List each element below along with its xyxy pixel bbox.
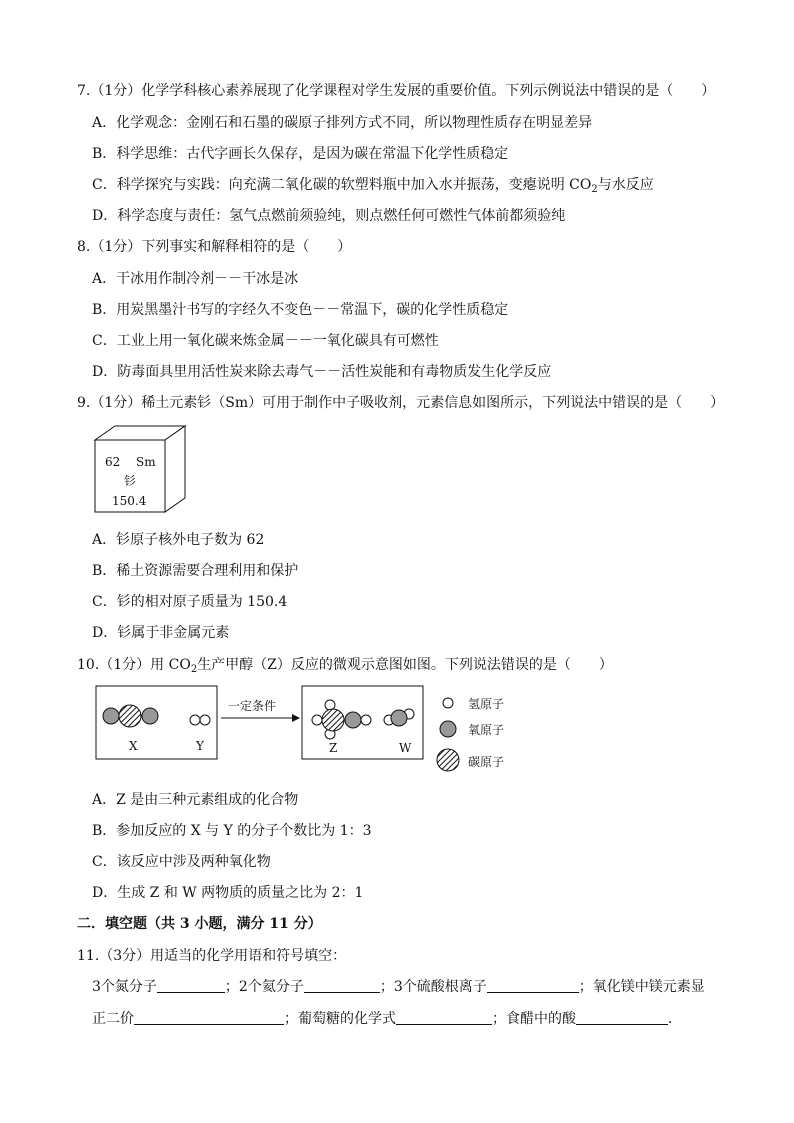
x-oxygen-atom-left [103, 708, 119, 724]
q10-option-c: C．该反应中涉及两种氧化物 [92, 854, 271, 870]
answer-blank-4[interactable] [134, 1010, 284, 1025]
q10-stem-tail: 生产甲醇（Z）反应的微观示意图如图。下列说法错误的是（ ） [197, 657, 613, 673]
x-oxygen-atom-right [142, 708, 158, 724]
q9-option-c: C．钐的相对原子质量为 150.4 [92, 594, 288, 610]
q7-option-b: B．科学思维：古代字画长久保存，是因为碳在常温下化学性质稳定 [92, 146, 509, 162]
answer-blank-1[interactable] [157, 978, 225, 993]
q7-option-c-sub: 2 [591, 184, 598, 195]
q11-part-2: ；2个氦分子 [224, 979, 304, 995]
label-y: Y [196, 739, 204, 753]
arrow-head [292, 714, 300, 722]
z-hydrogen-atom-right [361, 715, 371, 725]
q11-part-5: 正二价 [92, 1011, 134, 1027]
q10-stem-sub: 2 [190, 664, 198, 675]
y-hydrogen-atom-left [190, 715, 200, 725]
q11-stem: 11.（3分）用适当的化学用语和符号填空： [77, 948, 347, 964]
section-heading: 二．填空题（共 3 小题，满分 11 分） [77, 916, 322, 932]
q7-option-c-text: C．科学探究与实践：向充满二氧化碳的软塑料瓶中加入水并振荡，变瘪说明 CO [92, 177, 592, 193]
element-symbol: Sm [136, 455, 156, 469]
answer-blank-2[interactable] [304, 978, 380, 993]
q10-stem [77, 655, 613, 675]
x-carbon-atom [119, 705, 141, 727]
q11-part-1: 3个氮分子 [92, 979, 157, 995]
q7-option-c-tail: 与水反应 [597, 177, 654, 193]
q10-option-a: A．Z 是由三种元素组成的化合物 [92, 792, 299, 808]
legend-hydrogen-label: 氢原子 [468, 697, 505, 711]
q11-line-1 [92, 977, 705, 997]
z-hydrogen-atom-top [325, 700, 335, 710]
z-carbon-atom [322, 709, 344, 731]
y-hydrogen-atom-right [200, 715, 210, 725]
element-mass: 150.4 [112, 494, 147, 508]
q8-stem: 8.（1分）下列事实和解释相符的是（ ） [77, 239, 352, 255]
q10-option-d: D．生成 Z 和 W 两物质的质量之比为 2：1 [92, 885, 364, 901]
element-atomic-number: 62 [105, 455, 121, 469]
label-x: X [129, 739, 138, 753]
q9-option-d: D．钐属于非金属元素 [92, 625, 230, 641]
q8-option-b: B．用炭黑墨汁书写的字经久不变色－－常温下，碳的化学性质稳定 [92, 302, 509, 318]
q10-option-b: B．参加反应的 X 与 Y 的分子个数比为 1：3 [92, 823, 372, 839]
element-name: 钐 [124, 474, 137, 488]
legend-hydrogen-icon [443, 698, 453, 708]
legend-carbon-icon [437, 749, 459, 771]
q9-option-b: B．稀土资源需要合理利用和保护 [92, 563, 299, 579]
q11-part-7: ；食醋中的酸 [492, 1011, 576, 1027]
reaction-condition: 一定条件 [228, 699, 277, 713]
q7-stem: 7.（1分）化学学科核心素养展现了化学课程对学生发展的重要价值。下列示例说法中错误的是（ ） [77, 83, 716, 99]
w-oxygen-atom [391, 710, 407, 726]
z-hydrogen-atom-left [312, 715, 322, 725]
legend-carbon-label: 碳原子 [468, 755, 505, 769]
q11-part-8: ． [668, 1011, 682, 1027]
answer-blank-5[interactable] [396, 1010, 492, 1025]
label-z: Z [329, 741, 338, 755]
element-cube-figure [95, 426, 185, 512]
q9-option-a: A．钐原子核外电子数为 62 [92, 532, 265, 548]
answer-blank-6[interactable] [576, 1010, 668, 1025]
q11-line-2 [92, 1009, 682, 1029]
q8-option-a: A．干冰用作制冷剂－－干冰是冰 [92, 271, 299, 287]
answer-blank-3[interactable] [487, 978, 579, 993]
q11-part-6: ；葡萄糖的化学式 [284, 1011, 396, 1027]
q11-part-4: ；氧化镁中镁元素显 [578, 979, 705, 995]
q7-option-d: D．科学态度与责任：氢气点燃前须验纯，则点燃任何可燃性气体前都须验纯 [92, 208, 566, 224]
q11-part-3: ；3个硫酸根离子 [379, 979, 487, 995]
reaction-diagram [96, 686, 504, 771]
q10-stem-text: 10.（1分）用 CO [77, 657, 191, 673]
z-oxygen-atom [345, 712, 361, 728]
legend-oxygen-icon [440, 721, 456, 737]
q7-option-c [92, 175, 654, 195]
legend-oxygen-label: 氧原子 [468, 723, 505, 737]
q7-option-a: A．化学观念：金刚石和石墨的碳原子排列方式不同，所以物理性质存在明显差异 [92, 115, 593, 131]
label-w: W [399, 741, 412, 755]
q9-stem: 9.（1分）稀土元素钐（Sm）可用于制作中子吸收剂，元素信息如图所示，下列说法中错误的是（ ） [77, 395, 725, 411]
q8-option-d: D．防毒面具里用活性炭来除去毒气－－活性炭能和有毒物质发生化学反应 [92, 364, 552, 380]
q8-option-c: C．工业上用一氧化碳来炼金属－－一氧化碳具有可燃性 [92, 333, 439, 349]
